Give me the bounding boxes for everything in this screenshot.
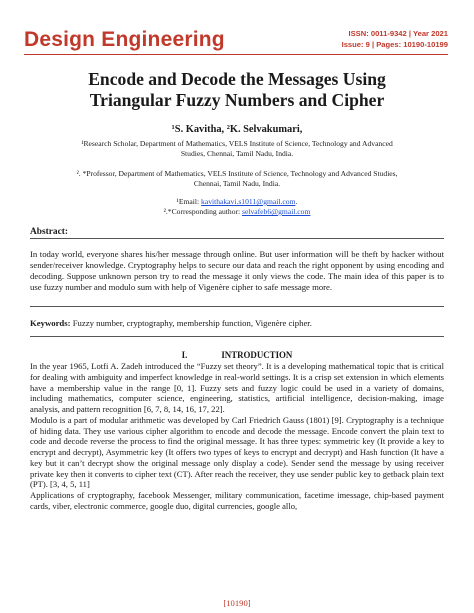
page-number: [10190]: [223, 598, 251, 608]
abstract-bottom-rule: [30, 306, 444, 307]
paper-title: [30, 69, 444, 111]
email-label-1: ¹Email:: [176, 197, 202, 206]
section-heading: [0, 350, 474, 360]
section-title: INTRODUCTION: [221, 350, 293, 360]
email-end-1: .: [295, 197, 298, 206]
paragraph-3: Applications of cryptography, facebook Messenger, military communication, facetime imessage, chip-based payment cards, viber, electronic commerce, google duo, digital currencies, google allo,: [30, 490, 444, 511]
body-text: [30, 361, 444, 512]
issn-line: ISSN: 0011-9342 | Year 2021: [348, 29, 448, 38]
email-label-2: ².*Corresponding author:: [163, 207, 243, 216]
header-rule: [24, 54, 448, 55]
email-line-2: [70, 207, 404, 217]
email-link-2[interactable]: selvafeb6@gmail.com: [242, 207, 311, 216]
issn-block: [342, 28, 448, 50]
keywords: [30, 318, 444, 329]
abstract-heading: Abstract:: [30, 227, 69, 237]
abstract-top-rule: [30, 238, 444, 239]
paragraph-1: In the year 1965, Lotfi A. Zadeh introduced the “Fuzzy set theory”. It is a developing mathematical topic that is critical for dealing with ambiguity and imperfect knowledge in real-world settings. It is a crisp set extension in which elements have a membership value in the range [0, 1]. Fuzzy sets and fuzzy logic could be used in a variety of domains, including mathematics, computer science, engineering, statistics, artificial intelligence, decision-making, image analysis, and pattern recognition [6, 7, 8, 14, 16, 17, 22].: [30, 361, 444, 414]
issue-line: Issue: 9 | Pages: 10190-10199: [341, 40, 448, 49]
paragraph-2: Modulo is a part of modular arithmetic was developed by Carl Friedrich Gauss (1801) [9]. Cryptography is a technique of hiding data. They use various cipher algorithm to encode and decode the message. Encode convert the plain text to code and decode reverse the process to find the original message. It has three types: symmetric key (It provide a key to encrypt and decrypt), Asymmetric key (It offers two types of keys to encrypt and decrypt) and Hash function (It have a key but it can’t decrypt show the original message only display a code). Sender send the message by using receiver private key then it converts to cipher text (CT). After reach the receiver, they use sender public key to getback plain text (PT). [3, 4, 5, 11]: [30, 414, 444, 490]
email-line-1: [70, 197, 404, 207]
keywords-rule: [30, 336, 444, 337]
keywords-label: Keywords:: [30, 318, 71, 328]
affiliation-1: ¹Research Scholar, Department of Mathematics, VELS Institute of Science, Technology and Advanced Studies, Chennai, Tamil Nadu, India.: [81, 139, 393, 158]
abstract-text: In today world, everyone shares his/her message through online. But user information will be theft by hacker without sender/receiver knowledge. Cryptography helps to secure our data and reach the right opponent by using encoding and decoding. Suppose unknown person try to read the message it only views the code. The main idea of this paper is to use fuzzy number and modulo sum with help of Vigenère cipher to safe message more.: [30, 249, 444, 292]
email-link-1[interactable]: kavithakavi.s1011@gmail.com: [201, 197, 296, 206]
title-line-2: Triangular Fuzzy Numbers and Cipher: [89, 90, 385, 110]
authors: ¹S. Kavitha, ²K. Selvakumari,: [171, 124, 303, 135]
affiliation-2: ². *Professor, Department of Mathematics, VELS Institute of Science, Technology and Advanced Studies, Chennai, Tamil Nadu, India.: [76, 169, 398, 188]
journal-title: Design Engineering: [24, 28, 225, 51]
title-line-1: Encode and Decode the Messages Using: [88, 69, 386, 89]
section-number: I.: [181, 350, 188, 360]
keywords-text: Fuzzy number, cryptography, membership function, Vigenère cipher.: [70, 318, 312, 328]
